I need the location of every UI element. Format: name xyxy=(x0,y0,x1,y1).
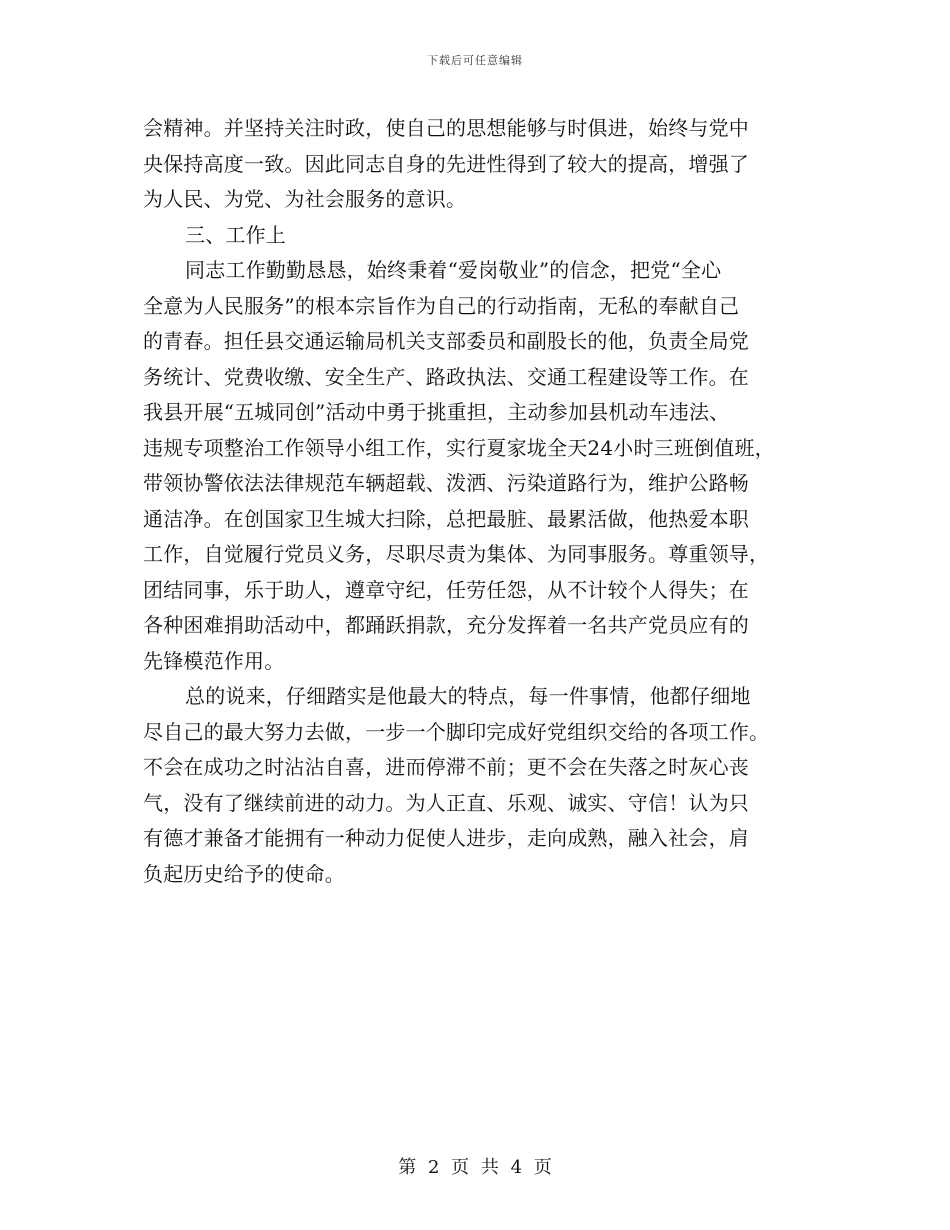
text-line: 会精神。并坚持关注时政，使自己的思想能够与时俱进，始终与党中 xyxy=(143,116,749,140)
paragraph-first-line: 总的说来，仔细踏实是他最大的特点，每一件事情，他都仔细地 xyxy=(185,684,751,708)
text-line: 我县开展“五城同创”活动中勇于挑重担，主动参加县机动车违法、 xyxy=(143,400,730,424)
text-line: 通洁净。在创国家卫生城大扫除，总把最脏、最累活做，他热爱本职 xyxy=(143,506,749,531)
text-line: 务统计、党费收缴、安全生产、路政执法、交通工程建设等工作。在 xyxy=(143,364,749,389)
text-line: 有德才兼备才能拥有一种动力促使人进步，走向成熟，融入社会，肩 xyxy=(143,826,749,850)
text-line: 不会在成功之时沾沾自喜，进而停滞不前；更不会在失落之时灰心丧 xyxy=(143,755,749,779)
text-line: 各种困难捐助活动中，都踊跃捐款，充分发挥着一名共产党员应有的 xyxy=(143,613,749,637)
text-line: 央保持高度一致。因此同志自身的先进性得到了较大的提高，增强了 xyxy=(143,151,749,176)
text-line: 的青春。担任县交通运输局机关支部委员和副股长的他，负责全局党 xyxy=(143,329,749,353)
text-line: 团结同事，乐于助人，遵章守纪，任劳任怨，从不计较个人得失；在 xyxy=(143,577,749,602)
text-line: 先锋模范作用。 xyxy=(143,648,285,673)
text-line: 尽自己的最大努力去做，一步一个脚印完成好党组织交给的各项工作。 xyxy=(143,719,770,744)
text-line: 全意为人民服务”的根本宗旨作为自己的行动指南，无私的奉献自己 xyxy=(143,293,740,318)
section-heading: 三、工作上 xyxy=(185,222,286,247)
text-line: 违规专项整治工作领导小组工作，实行夏家垅全天24小时三班倒值班， xyxy=(143,435,775,460)
text-line: 负起历史给予的使命。 xyxy=(143,861,345,886)
text-line: 带领协警依法法律规范车辆超载、泼洒、污染道路行为，维护公路畅 xyxy=(143,471,749,495)
text-line: 气，没有了继续前进的动力。为人正直、乐观、诚实、守信！认为只 xyxy=(143,790,749,815)
text-line: 为人民、为党、为社会服务的意识。 xyxy=(143,187,467,211)
text-line: 工作，自觉履行党员义务，尽职尽责为集体、为同事服务。尊重领导， xyxy=(143,542,770,566)
page-header: 下载后可任意编辑 xyxy=(427,54,523,67)
document-body xyxy=(143,111,815,892)
page-number-footer: 第 2 页 共 4 页 xyxy=(398,1157,552,1178)
paragraph-first-line: 同志工作勤勤恳恳，始终秉着“爱岗敬业”的信念，把党“全心 xyxy=(185,258,722,282)
